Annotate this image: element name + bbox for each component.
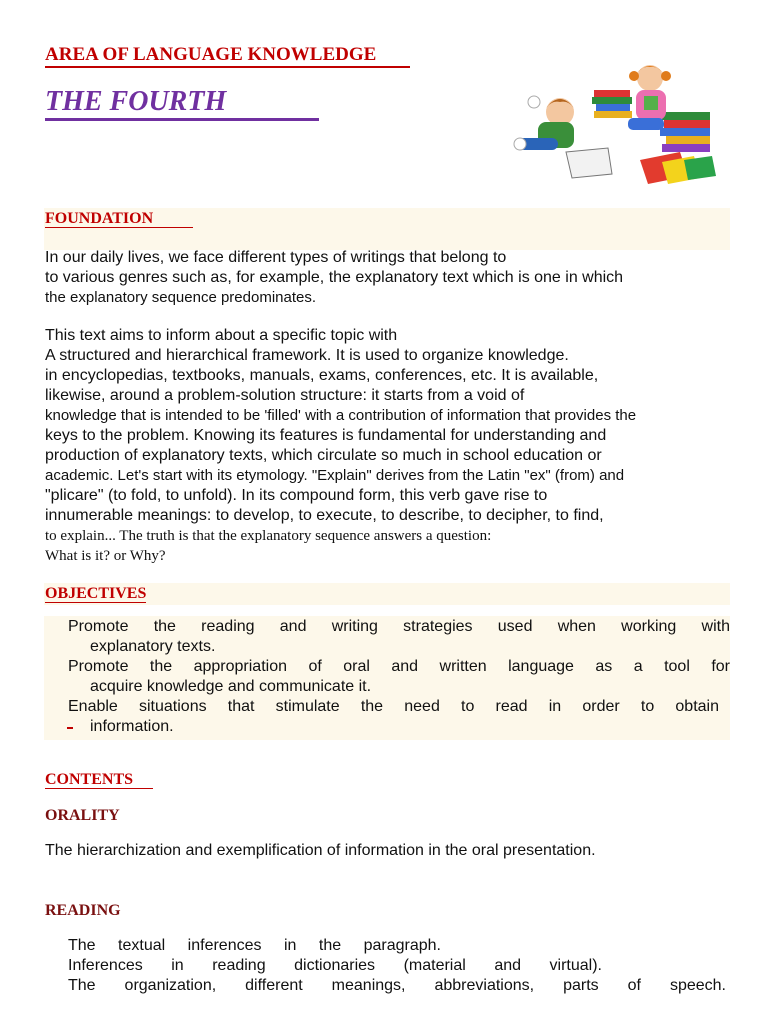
contents-heading: CONTENTS: [45, 771, 153, 789]
text-line: to explain... The truth is that the explanatory sequence answers a question:: [45, 528, 492, 544]
objectives-list: [68, 617, 730, 737]
list-item: Promote the reading and writing strategies used when working with: [68, 618, 730, 635]
reading-list: [68, 936, 730, 996]
text-line: This text aims to inform about a specific topic with: [45, 327, 398, 344]
list-item: The textual inferences in the paragraph.: [68, 937, 441, 954]
children-reading-books-illustration: [512, 52, 720, 188]
list-item-continuation: explanatory texts.: [90, 638, 216, 655]
list-item-continuation: acquire knowledge and communicate it.: [90, 678, 372, 695]
text-line: in encyclopedias, textbooks, manuals, exams, conferences, etc. It is available,: [45, 367, 599, 384]
text-line: What is it? or Why?: [45, 548, 166, 564]
text-line: the explanatory sequence predominates.: [45, 289, 317, 306]
text-line: to various genres such as, for example, the explanatory text which is one in which: [45, 269, 624, 286]
text-line: keys to the problem. Knowing its features is fundamental for understanding and: [45, 427, 607, 444]
orality-text: The hierarchization and exemplification of information in the oral presentation.: [45, 842, 596, 859]
text-line: production of explanatory texts, which circulate so much in school education or: [45, 447, 602, 464]
text-line: academic. Let's start with its etymology. "Explain" derives from the Latin "ex" (from) and: [45, 467, 625, 484]
list-marker: [67, 727, 73, 729]
objectives-heading-band: [44, 583, 730, 605]
text-line: "plicare" (to fold, to unfold). In its compound form, this verb gave rise to: [45, 487, 548, 504]
reading-heading: READING: [45, 902, 121, 919]
list-item: Inferences in reading dictionaries (material and virtual).: [68, 957, 602, 974]
foundation-paragraph-2: [45, 326, 735, 566]
list-item: The organization, different meanings, abbreviations, parts of speech.: [68, 977, 726, 994]
list-item: Promote the appropriation of oral and written language as a tool for: [68, 658, 730, 675]
list-item-continuation: information.: [90, 718, 174, 735]
orality-heading: ORALITY: [45, 807, 120, 824]
text-line: likewise, around a problem-solution structure: it starts from a void of: [45, 387, 525, 404]
text-line: In our daily lives, we face different types of writings that belong to: [45, 249, 507, 266]
document-title: AREA OF LANGUAGE KNOWLEDGE: [45, 44, 410, 66]
objectives-heading: OBJECTIVES: [45, 585, 147, 602]
text-line: innumerable meanings: to develop, to execute, to describe, to decipher, to find,: [45, 507, 604, 524]
text-line: A structured and hierarchical framework. It is used to organize knowledge.: [45, 347, 569, 364]
foundation-heading: FOUNDATION: [45, 210, 193, 228]
list-item: Enable situations that stimulate the need to read in order to obtain: [68, 698, 719, 715]
document-subtitle: THE FOURTH: [45, 86, 319, 121]
text-line: knowledge that is intended to be 'filled' with a contribution of information that provides the: [45, 407, 637, 424]
foundation-paragraph-1: [45, 248, 735, 308]
